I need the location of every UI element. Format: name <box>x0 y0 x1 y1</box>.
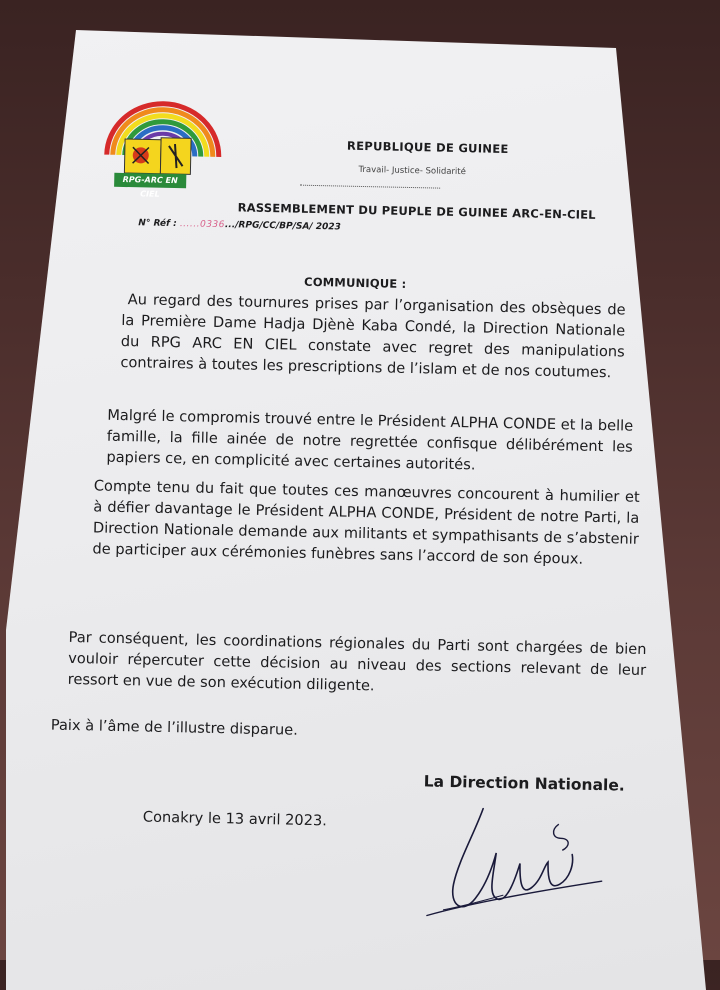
signature-icon <box>423 801 606 935</box>
republic-motto: Travail- Justice- Solidarité <box>358 164 466 178</box>
ref-handwritten: ......0336 <box>179 219 226 231</box>
dateline: Conakry le 13 avril 2023. <box>142 808 328 830</box>
signoff: La Direction Nationale. <box>423 772 625 795</box>
ref-suffix: .../RPG/CC/BP/SA/ 2023 <box>224 220 341 233</box>
reference-number <box>138 218 341 232</box>
paragraph-2: Malgré le compromis trouvé entre le Président ALPHA CONDE et la belle famille, la fille ainée de notre regrettée confisque délibérément les papiers ce, en complicité avec certaines autorités. <box>106 406 634 474</box>
paragraph-3: Compte tenu du fait que toutes ces manœuvres concourent à humilier et à défier davantage le Président ALPHA CONDE, Président de notre Parti, la Direction Nationale demande aux militants et sympathisants de s’abstenir de participer aux cérémonies funèbres sans l’accord de son époux. <box>92 477 640 568</box>
party-logo <box>102 97 224 199</box>
paragraph-1: Au regard des tournures prises par l’organisation des obsèques de la Première Dame Hadja Djènè Kaba Condé, la Direction Nationale du RPG ARC EN CIEL constate avec regret des manipulations contraires à toutes les prescriptions de l’islam et de nos coutumes. <box>120 291 626 382</box>
communique-title: COMMUNIQUE : <box>303 274 407 291</box>
closing-line: Paix à l’âme de l’illustre disparue. <box>50 716 299 739</box>
dotted-divider <box>300 185 440 189</box>
ref-prefix: N° Réf : <box>138 218 177 230</box>
logo-label: RPG-ARC EN CIEL <box>114 173 186 189</box>
party-name: RASSEMBLEMENT DU PEUPLE DE GUINEE ARC-EN-CIEL <box>237 200 596 222</box>
republic-title: REPUBLIQUE DE GUINEE <box>346 138 509 157</box>
paragraph-4: Par conséquent, les coordinations régionales du Parti sont chargées de bien vouloir répercuter cette décision au niveau des sections relevant de leur ressort en vue de son exécution diligente. <box>67 628 647 695</box>
